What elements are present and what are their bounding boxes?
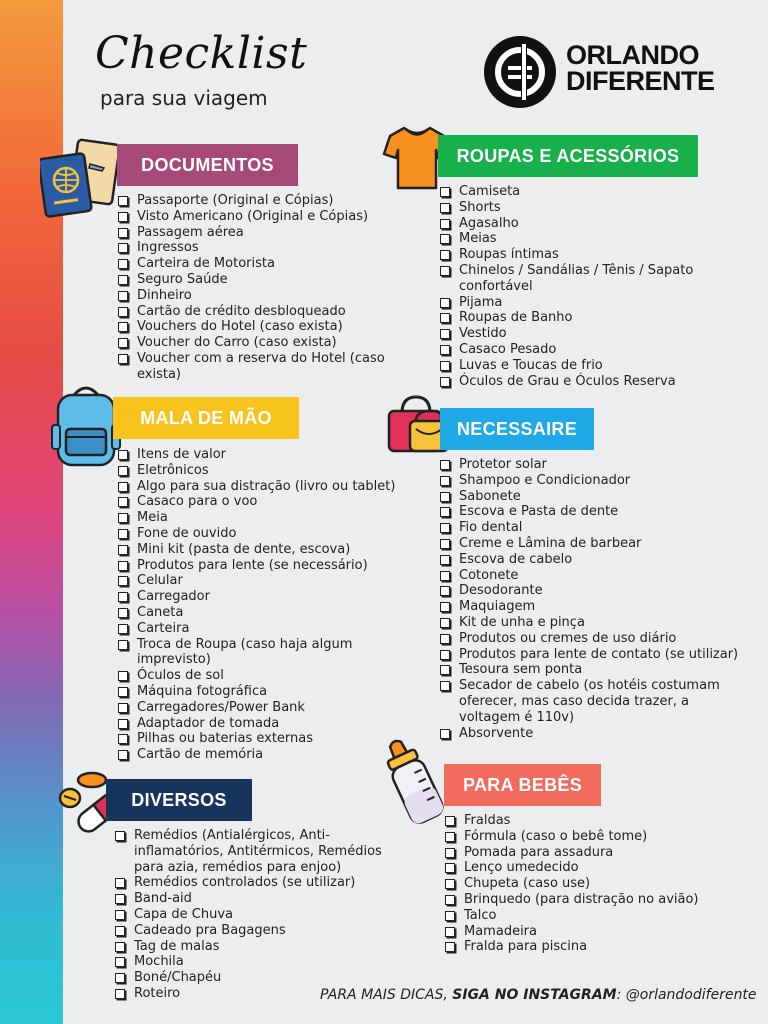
checklist-diversos [115, 828, 400, 1002]
passport-icon [40, 138, 120, 222]
checklist-item[interactable]: Itens de valor [118, 447, 408, 463]
checklist-item[interactable]: Seguro Saúde [118, 272, 393, 288]
checklist-item[interactable]: Roupas íntimas [440, 247, 740, 263]
backpack-icon [50, 385, 122, 473]
checklist-bebes [445, 813, 745, 955]
checklist-item[interactable]: Escova de cabelo [440, 552, 750, 568]
checklist-item[interactable]: Roupas de Banho [440, 310, 740, 326]
checklist-item[interactable]: Óculos de Grau e Óculos Reserva [440, 374, 740, 390]
checklist-item[interactable]: Fone de ouvido [118, 526, 408, 542]
checklist-item[interactable]: Vouchers do Hotel (caso exista) [118, 319, 393, 335]
checklist-item[interactable]: Máquina fotográfica [118, 684, 408, 700]
checklist-item[interactable]: Secador de cabelo (os hotéis costumam oferecer, mas caso decida trazer, a voltagem é 110v) [440, 678, 750, 725]
checklist-necessaire [440, 457, 750, 741]
checklist-item[interactable]: Brinquedo (para distração no avião) [445, 892, 745, 908]
checklist-item[interactable]: Carteira [118, 621, 408, 637]
checklist-item[interactable]: Remédios controlados (se utilizar) [115, 875, 400, 891]
checklist-item[interactable]: Carregadores/Power Bank [118, 700, 408, 716]
checklist-item[interactable]: Tesoura sem ponta [440, 662, 750, 678]
checklist-item[interactable]: Vestido [440, 326, 740, 342]
logo-line-1: ORLANDO [566, 40, 699, 70]
checklist-item[interactable]: Produtos ou cremes de uso diário [440, 631, 750, 647]
page-subtitle: para sua viagem [100, 86, 268, 110]
checklist-item[interactable]: Pijama [440, 295, 740, 311]
checklist-item[interactable]: Meias [440, 231, 740, 247]
section-title-documentos: DOCUMENTOS [117, 144, 298, 186]
checklist-item[interactable]: Capa de Chuva [115, 907, 400, 923]
checklist-item[interactable]: Luvas e Toucas de frio [440, 358, 740, 374]
checklist-item[interactable]: Shampoo e Condicionador [440, 473, 750, 489]
checklist-item[interactable]: Meia [118, 510, 408, 526]
instagram-footer [320, 987, 757, 1003]
brand-logo [484, 36, 724, 106]
checklist-item[interactable]: Casaco Pesado [440, 342, 740, 358]
checklist-item[interactable]: Desodorante [440, 583, 750, 599]
logo-mark-icon [484, 36, 556, 108]
checklist-item[interactable]: Algo para sua distração (livro ou tablet) [118, 479, 408, 495]
checklist-item[interactable]: Voucher do Carro (caso exista) [118, 335, 393, 351]
checklist-item[interactable]: Mini kit (pasta de dente, escova) [118, 542, 408, 558]
section-title-necessaire: NECESSAIRE [440, 408, 594, 450]
checklist-item[interactable]: Mochila [115, 954, 400, 970]
checklist-item[interactable]: Produtos para lente de contato (se utilizar) [440, 647, 750, 663]
checklist-item[interactable]: Protetor solar [440, 457, 750, 473]
checklist-item[interactable]: Adaptador de tomada [118, 716, 408, 732]
checklist-item[interactable]: Camiseta [440, 184, 740, 200]
checklist-item[interactable]: Creme e Lâmina de barbear [440, 536, 750, 552]
checklist-roupas [440, 184, 740, 389]
checklist-item[interactable]: Escova e Pasta de dente [440, 504, 750, 520]
section-title-bebes: PARA BEBÊS [444, 764, 601, 806]
page-title: Checklist [95, 28, 308, 79]
checklist-item[interactable]: Boné/Chapéu [115, 970, 400, 986]
checklist-item[interactable]: Óculos de sol [118, 668, 408, 684]
checklist-item[interactable]: Tag de malas [115, 939, 400, 955]
checklist-item[interactable]: Carregador [118, 589, 408, 605]
checklist-item[interactable]: Dinheiro [118, 288, 393, 304]
footer-bold: SIGA NO INSTAGRAM [452, 987, 617, 1003]
checklist-item[interactable]: Produtos para lente (se necessário) [118, 558, 408, 574]
checklist-item[interactable]: Celular [118, 573, 408, 589]
checklist-item[interactable]: Remédios (Antialérgicos, Anti-inflamatórios, Antitérmicos, Remédios para azia, remédios para enjoo) [115, 828, 400, 875]
section-title-roupas: ROUPAS E ACESSÓRIOS [438, 135, 698, 177]
instagram-handle[interactable]: : @orlandodiferente [616, 987, 757, 1003]
checklist-item[interactable]: Maquiagem [440, 599, 750, 615]
checklist-item[interactable]: Agasalho [440, 216, 740, 232]
checklist-documentos [118, 193, 393, 383]
checklist-item[interactable]: Cartão de crédito desbloqueado [118, 304, 393, 320]
checklist-item[interactable]: Talco [445, 908, 745, 924]
checklist-item[interactable]: Voucher com a reserva do Hotel (caso exista) [118, 351, 393, 383]
checklist-item[interactable]: Kit de unha e pinça [440, 615, 750, 631]
checklist-item[interactable]: Visto Americano (Original e Cópias) [118, 209, 393, 225]
checklist-item[interactable]: Band-aid [115, 891, 400, 907]
checklist-item[interactable]: Fórmula (caso o bebê tome) [445, 829, 745, 845]
checklist-item[interactable]: Carteira de Motorista [118, 256, 393, 272]
checklist-item[interactable]: Pilhas ou baterias externas [118, 731, 408, 747]
section-title-diversos: DIVERSOS [106, 779, 252, 821]
footer-prefix: PARA MAIS DICAS, [320, 987, 453, 1003]
checklist-item[interactable]: Roteiro [115, 986, 400, 1002]
checklist-item[interactable]: Cotonete [440, 568, 750, 584]
logo-line-2: DIFERENTE [566, 66, 715, 96]
checklist-item[interactable]: Chupeta (caso use) [445, 876, 745, 892]
logo-wordmark [566, 42, 715, 94]
checklist-item[interactable]: Chinelos / Sandálias / Tênis / Sapato confortável [440, 263, 740, 295]
checklist-item[interactable]: Caneta [118, 605, 408, 621]
checklist-item[interactable]: Fraldas [445, 813, 745, 829]
checklist-item[interactable]: Passagem aérea [118, 225, 393, 241]
checklist-item[interactable]: Mamadeira [445, 924, 745, 940]
checklist-mala [118, 447, 408, 763]
checklist-item[interactable]: Cartão de memória [118, 747, 408, 763]
checklist-item[interactable]: Sabonete [440, 489, 750, 505]
checklist-item[interactable]: Shorts [440, 200, 740, 216]
checklist-item[interactable]: Absorvente [440, 726, 750, 742]
checklist-item[interactable]: Passaporte (Original e Cópias) [118, 193, 393, 209]
checklist-item[interactable]: Pomada para assadura [445, 845, 745, 861]
baby-bottle-icon [382, 736, 448, 836]
checklist-item[interactable]: Cadeado pra Bagagens [115, 923, 400, 939]
section-title-mala: MALA DE MÃO [113, 397, 299, 439]
checklist-item[interactable]: Fralda para piscina [445, 939, 745, 955]
checklist-item[interactable]: Fio dental [440, 520, 750, 536]
checklist-item[interactable]: Troca de Roupa (caso haja algum imprevisto) [118, 637, 408, 669]
checklist-item[interactable]: Lenço umedecido [445, 860, 745, 876]
checklist-item[interactable]: Ingressos [118, 240, 393, 256]
checklist-item[interactable]: Casaco para o voo [118, 494, 408, 510]
checklist-item[interactable]: Eletrônicos [118, 463, 408, 479]
